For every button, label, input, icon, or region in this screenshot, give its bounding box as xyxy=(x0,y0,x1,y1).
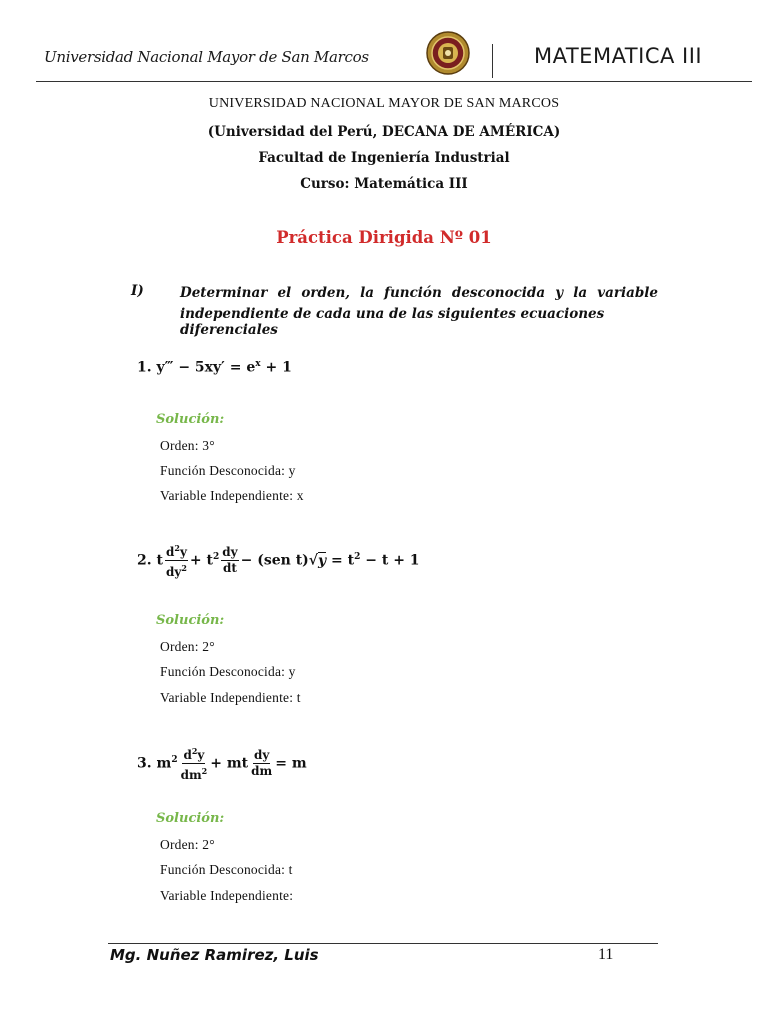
university-seal-icon xyxy=(426,31,470,75)
practice-title: Práctica Dirigida Nº 01 xyxy=(276,228,492,247)
answer-variable: Variable Independiente: x xyxy=(160,488,304,503)
answer-function: Función Desconocida: y xyxy=(160,463,296,478)
title-subtitle: (Universidad del Perú, DECANA DE AMÉRICA) xyxy=(207,124,561,140)
answer-order: Orden: 2° xyxy=(160,639,215,654)
answer-variable: Variable Independiente: t xyxy=(160,690,301,705)
answer-function: Función Desconocida: t xyxy=(160,862,293,877)
instruction-line-1: Determinar el orden, la función desconocida y la variable xyxy=(180,285,658,301)
problem-number: 1. xyxy=(137,359,152,376)
solution-label: Solución: xyxy=(156,613,225,628)
header-course-title: MATEMATICA III xyxy=(534,44,703,68)
title-course: Curso: Matemática III xyxy=(300,176,468,192)
title-university: UNIVERSIDAD NACIONAL MAYOR DE SAN MARCOS xyxy=(208,96,560,111)
solution-label: Solución: xyxy=(156,412,225,427)
header-rule xyxy=(36,81,752,82)
problem-number: 3. xyxy=(137,755,152,772)
footer-author: Mg. Nuñez Ramirez, Luis xyxy=(110,946,319,964)
section-numeral: I) xyxy=(131,283,144,299)
equation-2: 2. t $\frac{d^2y}{dy^2}$ + $t^2$ $\frac{dy}{dt}$ − (sen $t)√y = t^2 - t + 1$ xyxy=(137,543,420,579)
equation-1: 1. y‴ − $5xy' = e^x + 1$ xyxy=(137,359,292,376)
answer-function: Función Desconocida: y xyxy=(160,664,296,679)
answer-variable: Variable Independiente: xyxy=(160,888,294,903)
page-number: 11 xyxy=(598,946,614,963)
answer-order: Orden: 3° xyxy=(160,438,215,453)
answer-order: Orden: 2° xyxy=(160,837,215,852)
problem-number: 2. xyxy=(137,552,152,569)
title-faculty: Facultad de Ingeniería Industrial xyxy=(258,150,510,166)
footer-rule xyxy=(108,943,658,944)
instruction-line-2: independiente de cada una de las siguientes ecuaciones diferenciales xyxy=(180,306,605,338)
header-university-name: Universidad Nacional Mayor de San Marcos xyxy=(44,48,369,66)
equation-3: 3. $m^2$ $\frac{d^2y}{dm^2}$ + mt $\frac{dy}{dm}$ = m xyxy=(137,746,307,782)
solution-label: Solución: xyxy=(156,811,225,826)
header-divider xyxy=(492,44,493,78)
